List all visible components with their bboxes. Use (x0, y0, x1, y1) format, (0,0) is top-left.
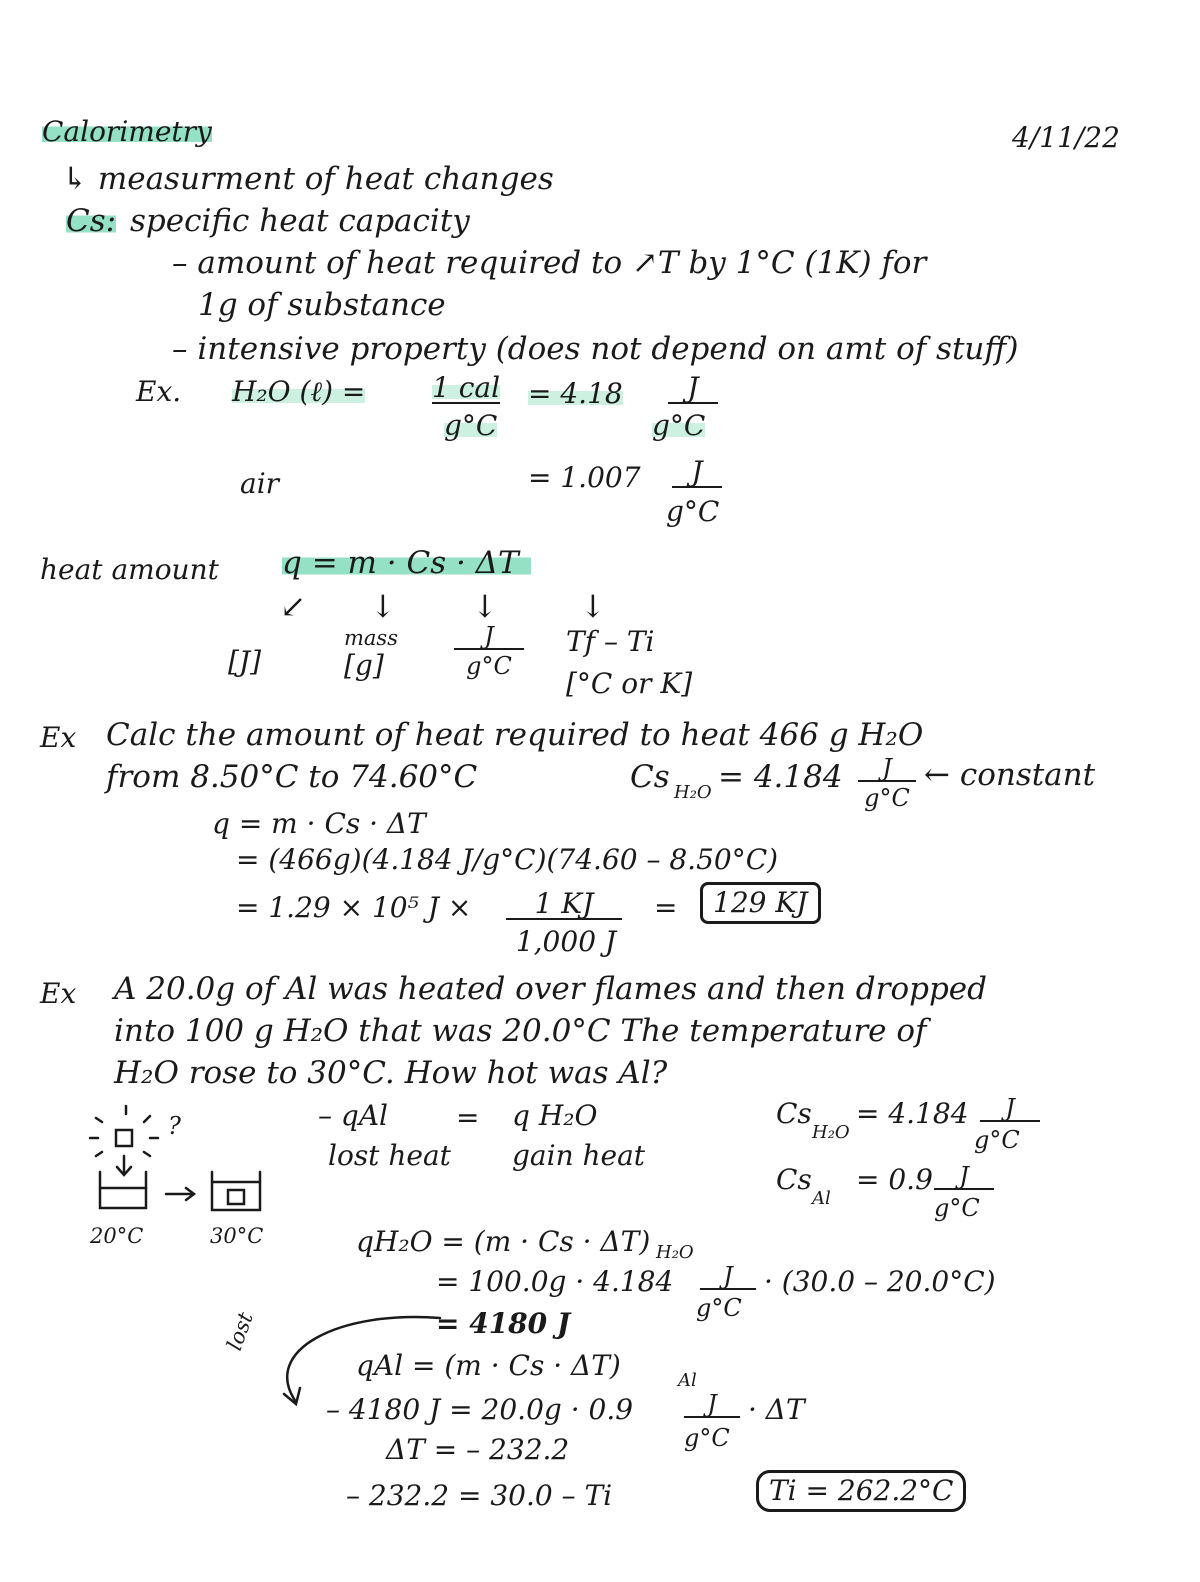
example-2-eq-2: = (466g)(4.184 J/g°C)(74.60 – 8.50°C) (236, 843, 779, 876)
definition-text: ↳ measurment of heat changes (62, 161, 554, 197)
example-2-cs-j: J (858, 756, 916, 782)
cs-bullet-1b: 1g of substance (198, 287, 446, 323)
example-2-eq-1: q = m · Cs · ΔT (212, 807, 426, 840)
example-3-line-2: into 100 g H₂O that was 20.0°C The temperature of (114, 1013, 927, 1049)
page-title: Calorimetry (42, 115, 212, 148)
temp-initial: 20°C (90, 1224, 144, 1248)
calc-line-5-j: J (684, 1392, 740, 1418)
heat-amount-label: heat amount (40, 553, 219, 586)
dt-label: Tf – Ti (566, 625, 655, 658)
example-2-line-2: from 8.50°C to 74.60°C (106, 759, 478, 795)
arrow-dt: ↓ (580, 589, 606, 625)
cs-h2o-label: Cs (776, 1097, 812, 1130)
example-1-air: air (240, 467, 280, 500)
cs-name: specific heat capacity (130, 203, 470, 239)
cs-bullet-2: – intensive property (does not depend on amt of stuff) (172, 331, 1019, 367)
gain-heat: gain heat (512, 1139, 646, 1172)
calc-line-5: – 4180 J = 20.0g · 0.9 (326, 1393, 634, 1426)
unit-q: [J] (228, 645, 262, 678)
example-2-conv-den: 1,000 J (515, 925, 617, 958)
example-1-j-den: g°C (652, 409, 706, 442)
example-2-cs-eq: = 4.184 (718, 759, 843, 795)
unit-cs-num: J (454, 624, 524, 650)
example-2-cs-den: g°C (864, 784, 910, 812)
temp-final: 30°C (210, 1224, 264, 1248)
unit-m: [g] (344, 649, 384, 682)
example-1-water: H₂O (ℓ) = (232, 375, 366, 408)
cs-h2o-den: g°C (974, 1126, 1020, 1154)
example-1-air-eq: = 1.007 (528, 461, 641, 494)
calc-line-7: – 232.2 = 30.0 – Ti (346, 1479, 613, 1512)
arrow-cs: ↓ (472, 589, 498, 625)
calc-line-2-den: g°C (696, 1294, 742, 1322)
calc-line-5-den: g°C (684, 1424, 730, 1452)
cs-al-val: = 0.9 (856, 1163, 933, 1196)
cs-h2o-sub: H₂O (812, 1122, 850, 1143)
cs-al-j: J (934, 1164, 994, 1190)
q-al: – qAl (318, 1099, 388, 1132)
q-h2o: q H₂O (512, 1099, 598, 1132)
example-2-cs-label: Cs (630, 759, 670, 795)
example-3-answer: Ti = 262.2°C (756, 1470, 966, 1512)
calc-line-1: qH₂O = (m · Cs · ΔT) (356, 1225, 651, 1258)
example-2-line-1: Calc the amount of heat required to heat 466 g H₂O (106, 717, 924, 753)
example-2-conv-num: 1 KJ (506, 890, 622, 920)
cs-bullet-1a: – amount of heat required to ↗T by 1°C (1K) for (172, 245, 927, 281)
question-mark: ? (168, 1112, 181, 1140)
example-3-line-3: H₂O rose to 30°C. How hot was Al? (114, 1055, 668, 1091)
unit-cs-den: g°C (466, 652, 512, 680)
example-2-eq-sign: = (654, 891, 678, 924)
cs-h2o-j: J (980, 1096, 1040, 1122)
calc-line-2-j: J (700, 1264, 756, 1290)
calc-line-2-b: · (30.0 – 20.0°C) (764, 1265, 996, 1298)
calc-line-4: qAl = (m · Cs · ΔT) (356, 1349, 621, 1382)
lost-label: lost (222, 1309, 258, 1354)
arrow-q: ↙ (280, 589, 306, 625)
example-3-line-1: A 20.0g of Al was heated over flames and then dropped (114, 971, 987, 1007)
cs-al-sub: Al (812, 1188, 831, 1209)
cs-label: Cs: (66, 203, 117, 239)
cs-al-label: Cs (776, 1163, 812, 1196)
example-2-constant: ← constant (924, 757, 1096, 793)
unit-dt: [°C or K] (566, 667, 693, 700)
example-1-label: Ex. (136, 375, 182, 408)
calc-line-3: = 4180 J (436, 1307, 571, 1340)
example-1-cal: 1 cal (432, 371, 501, 404)
mass-label: mass (344, 626, 398, 650)
example-1-air-j: J (672, 458, 722, 488)
cs-al-den: g°C (934, 1194, 980, 1222)
example-2-answer: 129 KJ (700, 882, 821, 924)
example-1-cal-den: g°C (444, 409, 498, 442)
example-2-eq-3: = 1.29 × 10⁵ J × (236, 891, 472, 924)
heat-balance-eq: = (456, 1101, 480, 1134)
example-1-j: J (668, 374, 718, 404)
calc-line-4-sub: Al (678, 1370, 697, 1391)
calc-line-2: = 100.0g · 4.184 (436, 1265, 674, 1298)
calc-line-6: ΔT = – 232.2 (386, 1433, 570, 1466)
lost-heat: lost heat (328, 1139, 451, 1172)
example-2-cs-sub: H₂O (674, 782, 712, 803)
arrow-m: ↓ (370, 589, 396, 625)
calc-line-5-b: · ΔT (748, 1393, 805, 1426)
example-3-label: Ex (40, 977, 77, 1010)
example-1-eq: = 4.18 (528, 377, 623, 410)
heat-formula: q = m · Cs · ΔT (282, 548, 531, 579)
example-2-label: Ex (40, 721, 77, 754)
calc-line-1-sub: H₂O (656, 1242, 694, 1263)
cs-h2o-val: = 4.184 (856, 1097, 969, 1130)
date: 4/11/22 (1012, 121, 1120, 154)
example-1-air-den: g°C (666, 495, 720, 528)
